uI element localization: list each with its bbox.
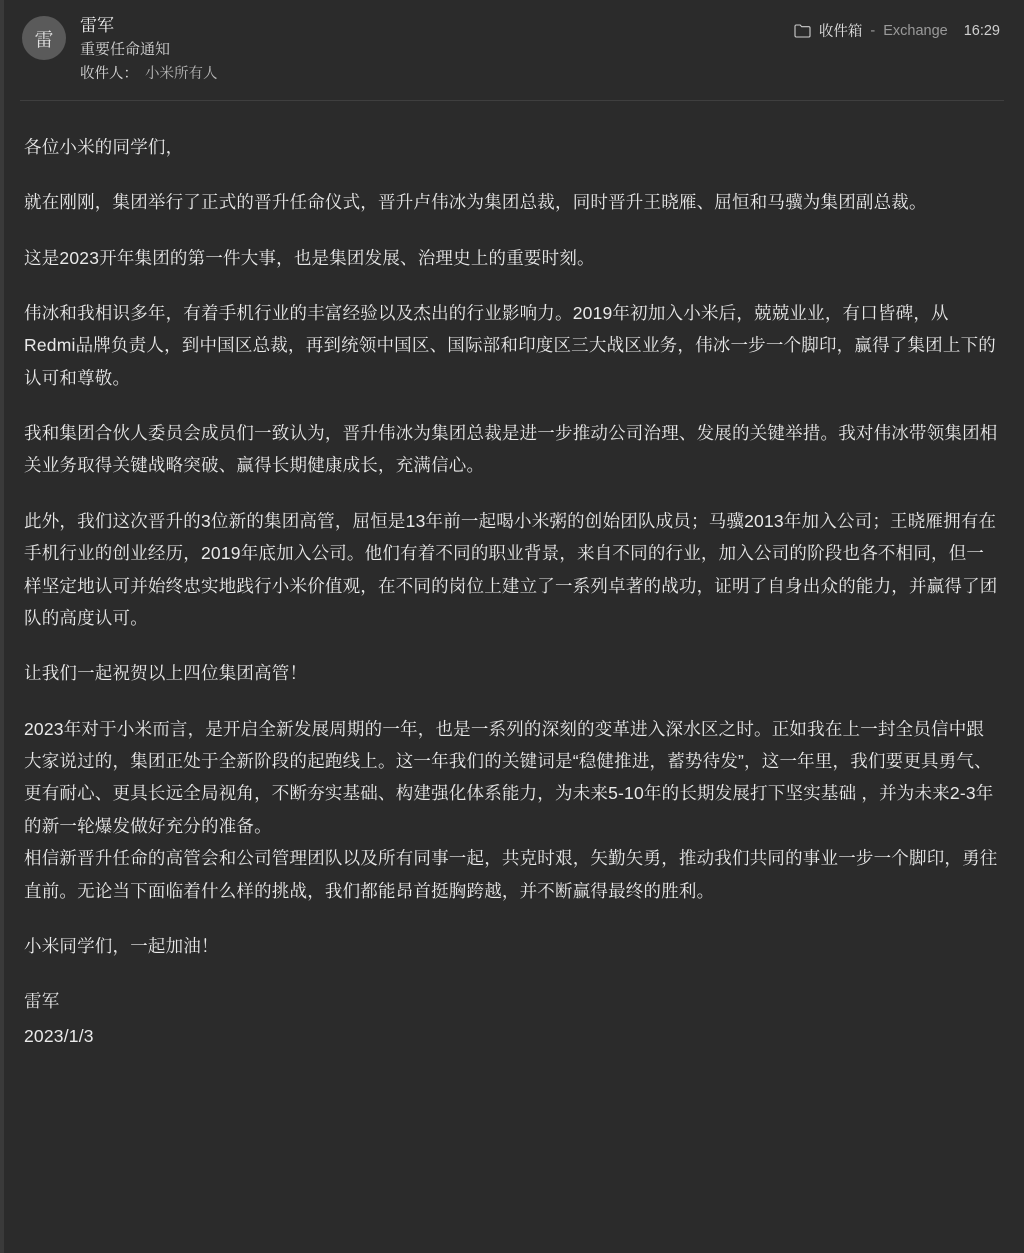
body-paragraph: 就在刚刚，集团举行了正式的晋升任命仪式，晋升卢伟冰为集团总裁，同时晋升王晓雁、屈恒和马骥为集团副总裁。 bbox=[24, 192, 927, 213]
email-time: 16:29 bbox=[963, 22, 1000, 39]
account-name: Exchange bbox=[883, 22, 948, 39]
email-header bbox=[0, 0, 1024, 100]
avatar: 雷 bbox=[22, 16, 66, 60]
signature-name: 雷军 bbox=[24, 991, 60, 1012]
folder-icon bbox=[794, 24, 811, 38]
body-paragraph: 相信新晋升任命的高管会和公司管理团队以及所有同事一起，共克时艰，矢勤矢勇，推动我们共同的事业一步一个脚印，勇往直前。无论当下面临着什么样的挑战，我们都能昂首挺胸跨越，并不断赢得最终的胜利。 bbox=[24, 848, 998, 901]
email-header-text bbox=[80, 14, 218, 84]
signature-date: 2023/1/3 bbox=[24, 1025, 94, 1046]
body-paragraph: 伟冰和我相识多年，有着手机行业的丰富经验以及杰出的行业影响力。2019年初加入小米后，兢兢业业，有口皆碑，从Redmi品牌负责人，到中国区总裁，再到统领中国区、国际部和印度区三大战区业务，伟冰一步一个脚印，赢得了集团上下的认可和尊敬。 bbox=[24, 302, 996, 388]
body-paragraph: 2023年对于小米而言，是开启全新发展周期的一年，也是一系列的深刻的变革进入深水区之时。正如我在上一封全员信中跟大家说过的，集团正处于全新阶段的起跑线上。这一年我们的关键词是“稳健推进，蓄势待发”，这一年里，我们要更具勇气、更有耐心、更具长远全局视角，不断夯实基础、构建强化体系能力，为未来5-10年的长期发展打下坚实基础 ，并为未来2-3年的新一轮爆发做好充分的准备。 bbox=[24, 718, 994, 836]
body-paragraph: 此外，我们这次晋升的3位新的集团高管，屈恒是13年前一起喝小米粥的创始团队成员；马骥2013年加入公司；王晓雁拥有在手机行业的创业经历，2019年底加入公司。他们有着不同的职业背景，来自不同的行业，加入公司的阶段也各不相同，但一样坚定地认可并始终忠实地践行小米价值观，在不同的岗位上建立了一系列卓著的战功，证明了自身出众的能力，并赢得了团队的高度认可。 bbox=[24, 510, 998, 628]
window-left-rail bbox=[0, 0, 4, 1253]
folder-separator: - bbox=[870, 22, 876, 39]
folder-name: 收件箱 bbox=[818, 24, 863, 40]
recipient-value[interactable]: 小米所有人 bbox=[145, 66, 218, 82]
email-header-meta bbox=[794, 20, 1000, 41]
body-paragraph: 我和集团合伙人委员会成员们一致认为，晋升伟冰为集团总裁是进一步推动公司治理、发展的关键举措。我对伟冰带领集团相关业务取得关键战略突破、赢得长期健康成长，充满信心。 bbox=[24, 423, 998, 476]
email-subject: 重要任命通知 bbox=[80, 41, 171, 59]
folder-chip[interactable] bbox=[794, 20, 948, 41]
body-paragraph: 这是2023开年集团的第一件大事，也是集团发展、治理史上的重要时刻。 bbox=[24, 247, 595, 268]
recipient-row bbox=[80, 65, 218, 84]
body-paragraph: 小米同学们，一起加油！ bbox=[24, 935, 219, 956]
body-paragraph: 让我们一起祝贺以上四位集团高管！ bbox=[24, 663, 308, 684]
email-body bbox=[0, 101, 1024, 1075]
body-paragraph: 各位小米的同学们， bbox=[24, 136, 184, 157]
sender-name: 雷军 bbox=[80, 16, 114, 35]
recipient-label: 收件人： bbox=[80, 66, 138, 82]
